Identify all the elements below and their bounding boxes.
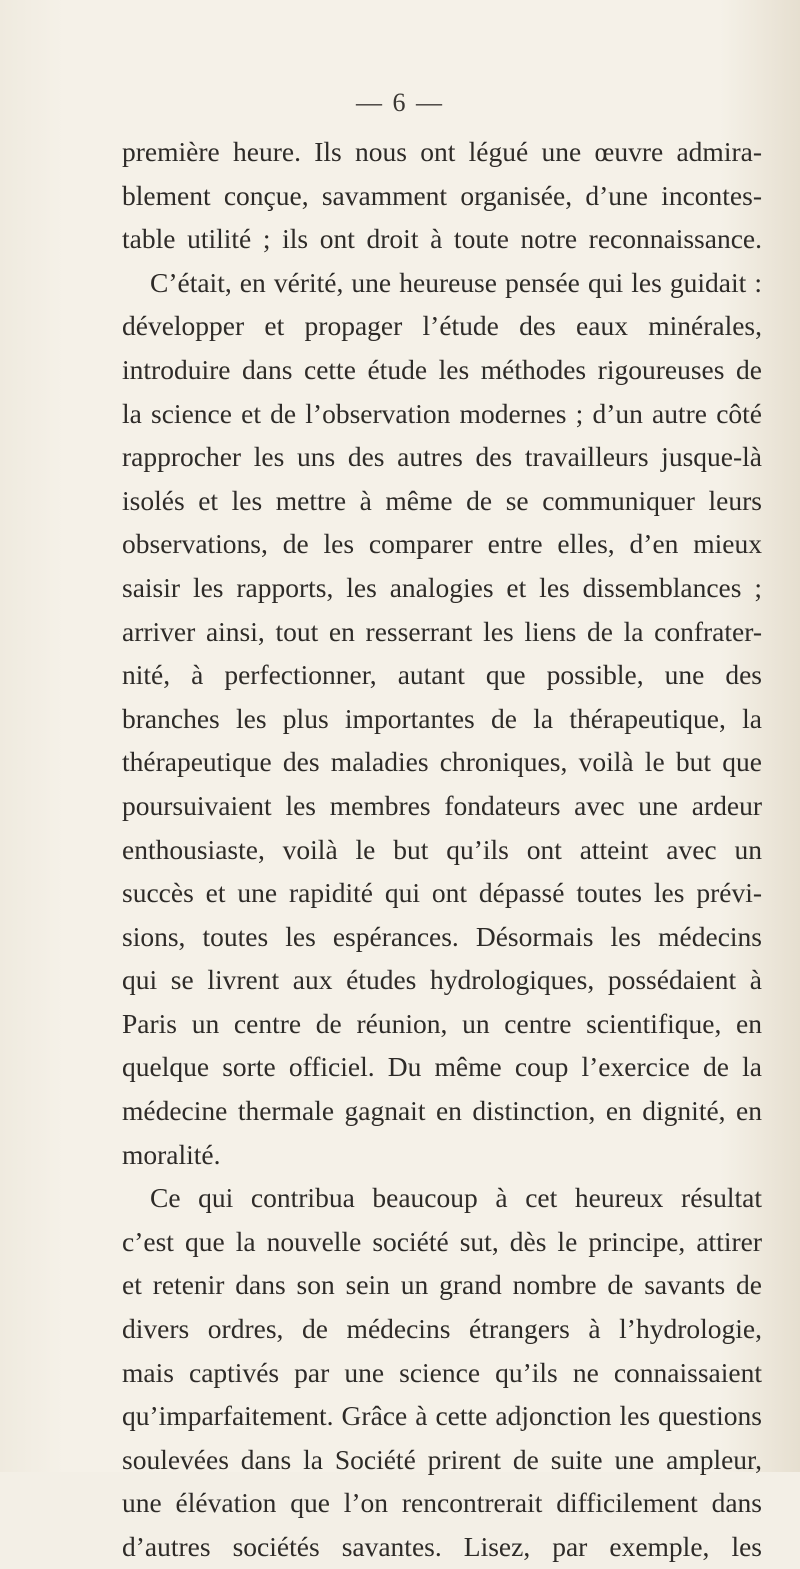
- text-line: première heure. Ils nous ont légué une œuvre admira-: [122, 136, 762, 167]
- body-text: [122, 130, 762, 1569]
- text-line: blement conçue, savamment organisée, d’une incontes-: [122, 179, 762, 211]
- text-line: d’autres sociétés savantes. Lisez, par exemple, les: [122, 1531, 762, 1562]
- text-line: nité, à perfectionner, autant que possible, une des: [122, 659, 762, 691]
- text-line: rapprocher les uns des autres des travailleurs jusque-là: [122, 441, 762, 473]
- text-line: qui se livrent aux études hydrologiques, possédaient à: [122, 964, 762, 996]
- text-line: moralité.: [122, 1138, 221, 1170]
- text-line: isolés et les mettre à même de se communiquer leurs: [122, 484, 762, 516]
- page-number: — 6 —: [356, 88, 444, 117]
- text-line: introduire dans cette étude les méthodes rigoureuses de: [122, 353, 762, 385]
- text-line: C’était, en vérité, une heureuse pensée qui les guidait :: [150, 266, 762, 298]
- text-line: Paris un centre de réunion, un centre scientifique, en: [122, 1007, 762, 1039]
- text-line: médecine thermale gagnait en distinction, en dignité, en: [122, 1095, 762, 1127]
- text-line: sions, toutes les espérances. Désormais les médecins: [122, 920, 762, 952]
- text-line: saisir les rapports, les analogies et les dissemblances ;: [122, 571, 762, 603]
- text-line: thérapeutique des maladies chroniques, voilà le but que: [122, 746, 762, 778]
- text-line: observations, de les comparer entre elles, d’en mieux: [122, 528, 762, 560]
- text-line: Ce qui contribua beaucoup à cet heureux résultat: [150, 1182, 762, 1214]
- text-line: soulevées dans la Société prirent de suite une ampleur,: [122, 1443, 762, 1475]
- text-line: enthousiaste, voilà le but qu’ils ont atteint avec un: [122, 833, 762, 865]
- text-line: qu’imparfaitement. Grâce à cette adjonction les questions: [122, 1400, 762, 1432]
- text-line: la science et de l’observation modernes ; d’un autre côté: [122, 397, 762, 429]
- text-line: mais captivés par une science qu’ils ne connaissaient: [122, 1356, 762, 1388]
- text-line: arriver ainsi, tout en resserrant les liens de la confrater-: [122, 615, 762, 647]
- text-line: divers ordres, de médecins étrangers à l’hydrologie,: [122, 1313, 762, 1345]
- text-line: poursuivaient les membres fondateurs avec une ardeur: [122, 789, 762, 821]
- text-line: succès et une rapidité qui ont dépassé toutes les prévi-: [122, 877, 762, 909]
- text-line: c’est que la nouvelle société sut, dès le principe, attirer: [122, 1225, 762, 1257]
- text-line: quelque sorte officiel. Du même coup l’exercice de la: [122, 1051, 762, 1083]
- text-line: branches les plus importantes de la thérapeutique, la: [122, 702, 762, 734]
- text-line: table utilité ; ils ont droit à toute notre reconnaissance.: [122, 223, 762, 255]
- text-line: une élévation que l’on rencontrerait difficilement dans: [122, 1487, 762, 1519]
- text-line: développer et propager l’étude des eaux minérales,: [122, 310, 762, 342]
- text-line: et retenir dans son sein un grand nombre de savants de: [122, 1269, 762, 1301]
